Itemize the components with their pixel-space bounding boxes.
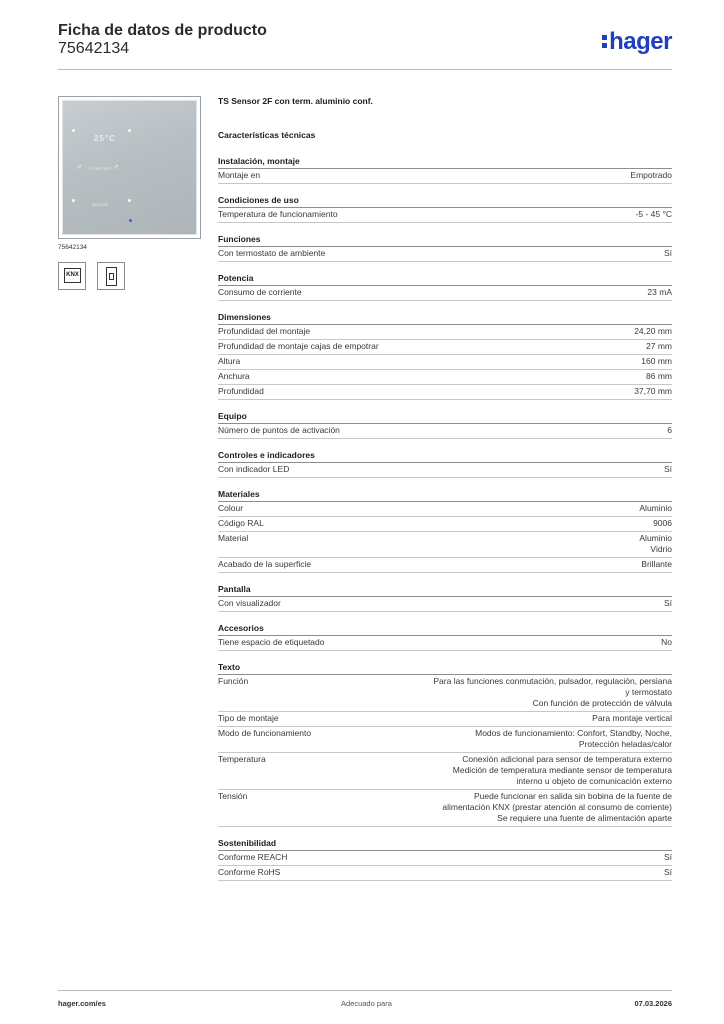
panel-label: CONFORT xyxy=(89,166,113,171)
spec-section xyxy=(218,194,672,233)
spec-row xyxy=(218,325,672,340)
spec-value-line: 24,20 mm xyxy=(634,326,672,336)
spec-value xyxy=(418,170,672,181)
image-caption: 75642134 xyxy=(58,244,87,251)
product-image xyxy=(58,96,201,239)
spec-label: Conforme REACH xyxy=(218,852,288,862)
spec-value-line: y termostato xyxy=(625,687,672,697)
spec-value-line: Aluminio xyxy=(639,503,672,513)
spec-label: Profundidad del montaje xyxy=(218,326,311,336)
spec-row xyxy=(218,355,672,370)
spec-row xyxy=(218,385,672,400)
spec-label: Temperatura xyxy=(218,754,266,764)
spec-sections xyxy=(218,155,672,881)
sensor-panel xyxy=(62,100,197,235)
spec-label: Anchura xyxy=(218,371,250,381)
section-title: Pantalla xyxy=(218,583,672,597)
section-title: Controles e indicadores xyxy=(218,449,672,463)
spec-value-line: Puede funcionar en salida sin bobina de la fuente de xyxy=(473,791,672,801)
spec-label: Con termostato de ambiente xyxy=(218,248,326,258)
spec-value xyxy=(418,713,672,724)
hager-logo xyxy=(602,28,672,56)
spec-value xyxy=(418,728,672,750)
spec-value-line: Modos de funcionamiento: Confort, Standby, Noche, xyxy=(475,728,672,738)
spec-section xyxy=(218,311,672,410)
section-title: Potencia xyxy=(218,272,672,286)
spec-value xyxy=(418,867,672,878)
page-footer xyxy=(58,990,672,1010)
spec-value xyxy=(418,518,672,529)
spec-value xyxy=(418,533,672,555)
spec-label: Modo de funcionamiento xyxy=(218,728,312,738)
spec-label: Colour xyxy=(218,503,244,513)
section-title: Equipo xyxy=(218,410,672,424)
spec-value xyxy=(418,248,672,259)
spec-value xyxy=(418,754,672,787)
spec-row xyxy=(218,424,672,439)
footer-note: Adecuado para xyxy=(341,999,392,1008)
spec-value-line: Sí xyxy=(663,248,672,258)
spec-value-line: alimentación KNX (prestar atención al consumo de corriente) xyxy=(442,802,672,812)
spec-value-line: 27 mm xyxy=(646,341,672,351)
up-arrow-icon: ➚ xyxy=(76,164,82,171)
spec-value xyxy=(418,425,672,436)
spec-value xyxy=(418,598,672,609)
spec-value-line: Medición de temperatura mediante sensor de temperatura xyxy=(452,765,672,775)
spec-row xyxy=(218,247,672,262)
spec-value-line: Para las funciones conmutación, pulsador, regulación, persiana xyxy=(433,676,672,686)
spec-section xyxy=(218,661,672,837)
spec-row xyxy=(218,866,672,881)
knx-symbol-text: KNX xyxy=(64,268,81,283)
section-title: Texto xyxy=(218,661,672,675)
spec-value-line: 23 mA xyxy=(647,287,672,297)
spec-label: Con visualizador xyxy=(218,598,281,608)
spec-value-line: Se requiere una fuente de alimentación aparte xyxy=(497,813,672,823)
spec-value xyxy=(418,503,672,514)
spec-row xyxy=(218,463,672,478)
product-name: TS Sensor 2F con term. aluminio conf. xyxy=(218,96,373,106)
spec-value-line: Brillante xyxy=(641,559,672,569)
spec-section xyxy=(218,583,672,622)
spec-label: Material xyxy=(218,533,249,543)
spec-row xyxy=(218,517,672,532)
spec-label: Altura xyxy=(218,356,241,366)
spec-label: Con indicador LED xyxy=(218,464,290,474)
spec-value xyxy=(418,637,672,648)
spec-value xyxy=(418,386,672,397)
spec-row xyxy=(218,340,672,355)
spec-label: Número de puntos de activación xyxy=(218,425,340,435)
spec-section xyxy=(218,272,672,311)
spec-content xyxy=(218,95,672,881)
spec-value-line: 86 mm xyxy=(646,371,672,381)
spec-value-line: Con función de protección de válvula xyxy=(532,698,672,708)
spec-section xyxy=(218,449,672,488)
product-number: 75642134 xyxy=(58,40,130,57)
spec-label: Temperatura de funcionamiento xyxy=(218,209,338,219)
up-arrow-icon: ➚ xyxy=(113,164,119,171)
spec-row xyxy=(218,208,672,223)
spec-value-line: Sí xyxy=(663,867,672,877)
footer-date: 07.03.2026 xyxy=(634,999,672,1008)
spec-label: Función xyxy=(218,676,249,686)
spec-label: Profundidad de montaje cajas de empotrar xyxy=(218,341,379,351)
led-indicator-icon xyxy=(129,219,132,222)
spec-value xyxy=(418,341,672,352)
spec-value xyxy=(418,356,672,367)
spec-value xyxy=(418,209,672,220)
spec-label: Consumo de corriente xyxy=(218,287,302,297)
spec-row xyxy=(218,558,672,573)
spec-label: Conforme RoHS xyxy=(218,867,281,877)
spec-value-line: 6 xyxy=(667,425,672,435)
spec-row xyxy=(218,169,672,184)
spec-row xyxy=(218,851,672,866)
section-title: Condiciones de uso xyxy=(218,194,672,208)
flush-mount-symbol-icon xyxy=(97,262,125,290)
spec-row xyxy=(218,532,672,558)
spec-value-line: Vidrio xyxy=(650,544,672,554)
section-title: Sostenibilidad xyxy=(218,837,672,851)
spec-label: Profundidad xyxy=(218,386,264,396)
spec-value xyxy=(418,287,672,298)
spec-value xyxy=(418,559,672,570)
spec-value-line: Conexión adicional para sensor de temperatura externo xyxy=(462,754,672,764)
panel-dot xyxy=(128,129,131,132)
spec-value-line: Protección heladas/calor xyxy=(578,739,672,749)
spec-value-line: Para montaje vertical xyxy=(592,713,672,723)
document-title: Ficha de datos de producto xyxy=(58,22,267,39)
spec-section xyxy=(218,622,672,661)
spec-value xyxy=(418,852,672,863)
spec-row xyxy=(218,597,672,612)
spec-row xyxy=(218,675,672,712)
section-title: Funciones xyxy=(218,233,672,247)
spec-row xyxy=(218,502,672,517)
spec-label: Código RAL xyxy=(218,518,264,528)
spec-row xyxy=(218,753,672,790)
panel-label: NOCHE xyxy=(92,202,109,207)
spec-row xyxy=(218,712,672,727)
technical-heading: Características técnicas xyxy=(218,130,316,140)
section-title: Materiales xyxy=(218,488,672,502)
section-title: Dimensiones xyxy=(218,311,672,325)
spec-label: Acabado de la superficie xyxy=(218,559,312,569)
spec-value xyxy=(418,464,672,475)
spec-value-line: Sí xyxy=(663,464,672,474)
spec-value-line: interno u objeto de comunicación externo xyxy=(516,776,672,786)
knx-symbol-icon xyxy=(58,262,86,290)
spec-row xyxy=(218,727,672,753)
footer-website-link[interactable]: hager.com/es xyxy=(58,999,106,1008)
spec-value-line: Sí xyxy=(663,598,672,608)
spec-row xyxy=(218,790,672,827)
spec-row xyxy=(218,636,672,651)
spec-value-line: -5 - 45 °C xyxy=(635,209,672,219)
spec-value-line: Empotrado xyxy=(630,170,672,180)
spec-value xyxy=(418,676,672,709)
panel-dot xyxy=(128,199,131,202)
spec-value-line: 9006 xyxy=(653,518,672,528)
panel-dot xyxy=(72,129,75,132)
spec-label: Tiene espacio de etiquetado xyxy=(218,637,325,647)
spec-label: Montaje en xyxy=(218,170,261,180)
panel-dot xyxy=(72,199,75,202)
section-title: Accesorios xyxy=(218,622,672,636)
spec-section xyxy=(218,233,672,272)
spec-row xyxy=(218,286,672,301)
spec-section xyxy=(218,837,672,881)
spec-value-line: Sí xyxy=(663,852,672,862)
spec-label: Tensión xyxy=(218,791,248,801)
spec-row xyxy=(218,370,672,385)
spec-value-line: 160 mm xyxy=(641,356,672,366)
spec-value xyxy=(418,371,672,382)
spec-value-line: 37,70 mm xyxy=(634,386,672,396)
spec-label: Tipo de montaje xyxy=(218,713,279,723)
section-title: Instalación, montaje xyxy=(218,155,672,169)
spec-value-line: No xyxy=(661,637,672,647)
logo-text: hager xyxy=(609,28,672,55)
panel-display: 25°C xyxy=(94,134,116,143)
spec-section xyxy=(218,410,672,449)
spec-value xyxy=(418,326,672,337)
logo-dots-icon xyxy=(602,33,607,50)
spec-section xyxy=(218,155,672,194)
spec-section xyxy=(218,488,672,583)
spec-value-line: Aluminio xyxy=(639,533,672,543)
spec-value xyxy=(418,791,672,824)
page-header xyxy=(58,22,672,70)
